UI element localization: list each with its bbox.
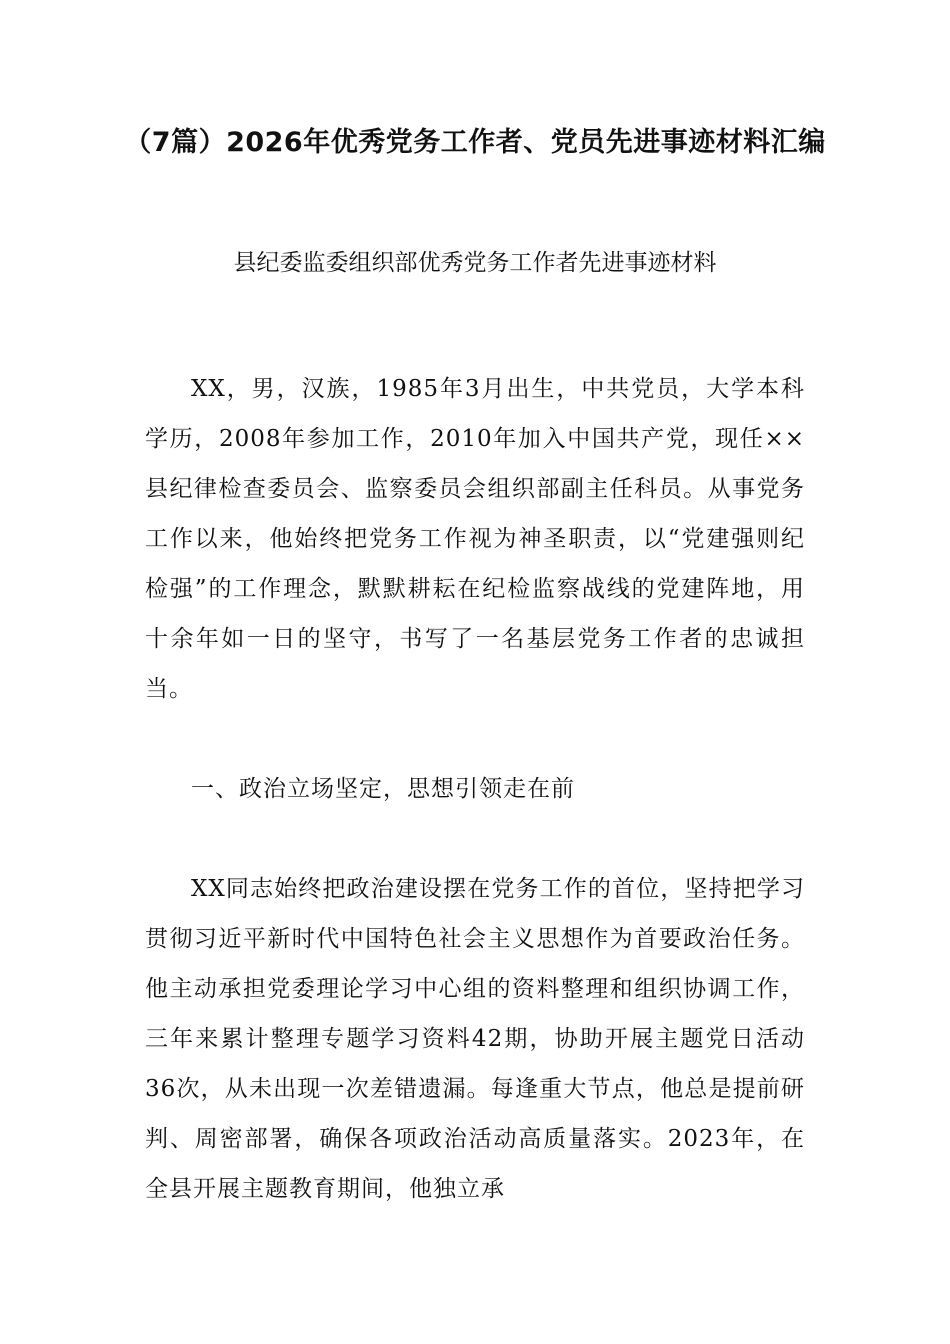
section-heading: 一、政治立场坚定，思想引领走在前: [191, 776, 575, 802]
document-subtitle: 县纪委监委组织部优秀党务工作者先进事迹材料: [233, 250, 717, 276]
document-title: （7篇）2026年优秀党务工作者、党员先进事迹材料汇编: [124, 127, 826, 158]
paragraph-intro: XX，男，汉族，1985年3月出生，中共党员，大学本科学历，2008年参加工作，2010年加入中国共产党，现任××县纪律检查委员会、监察委员会组织部副主任科员。从事党务工作以来，他始终把党务工作视为神圣职责，以“党建强则纪检强”的工作理念，默默耕耘在纪检监察战线的党建阵地，用十余年如一日的坚守，书写了一名基层党务工作者的忠诚担当。: [145, 376, 805, 702]
paragraph-section-1: XX同志始终把政治建设摆在党务工作的首位，坚持把学习贯彻习近平新时代中国特色社会主义思想作为首要政治任务。他主动承担党委理论学习中心组的资料整理和组织协调工作，三年来累计整理专题学习资料42期，协助开展主题党日活动36次，从未出现一次差错遗漏。每逢重大节点，他总是提前研判、周密部署，确保各项政治活动高质量落实。2023年，在全县开展主题教育期间，他独立承: [145, 876, 805, 1202]
